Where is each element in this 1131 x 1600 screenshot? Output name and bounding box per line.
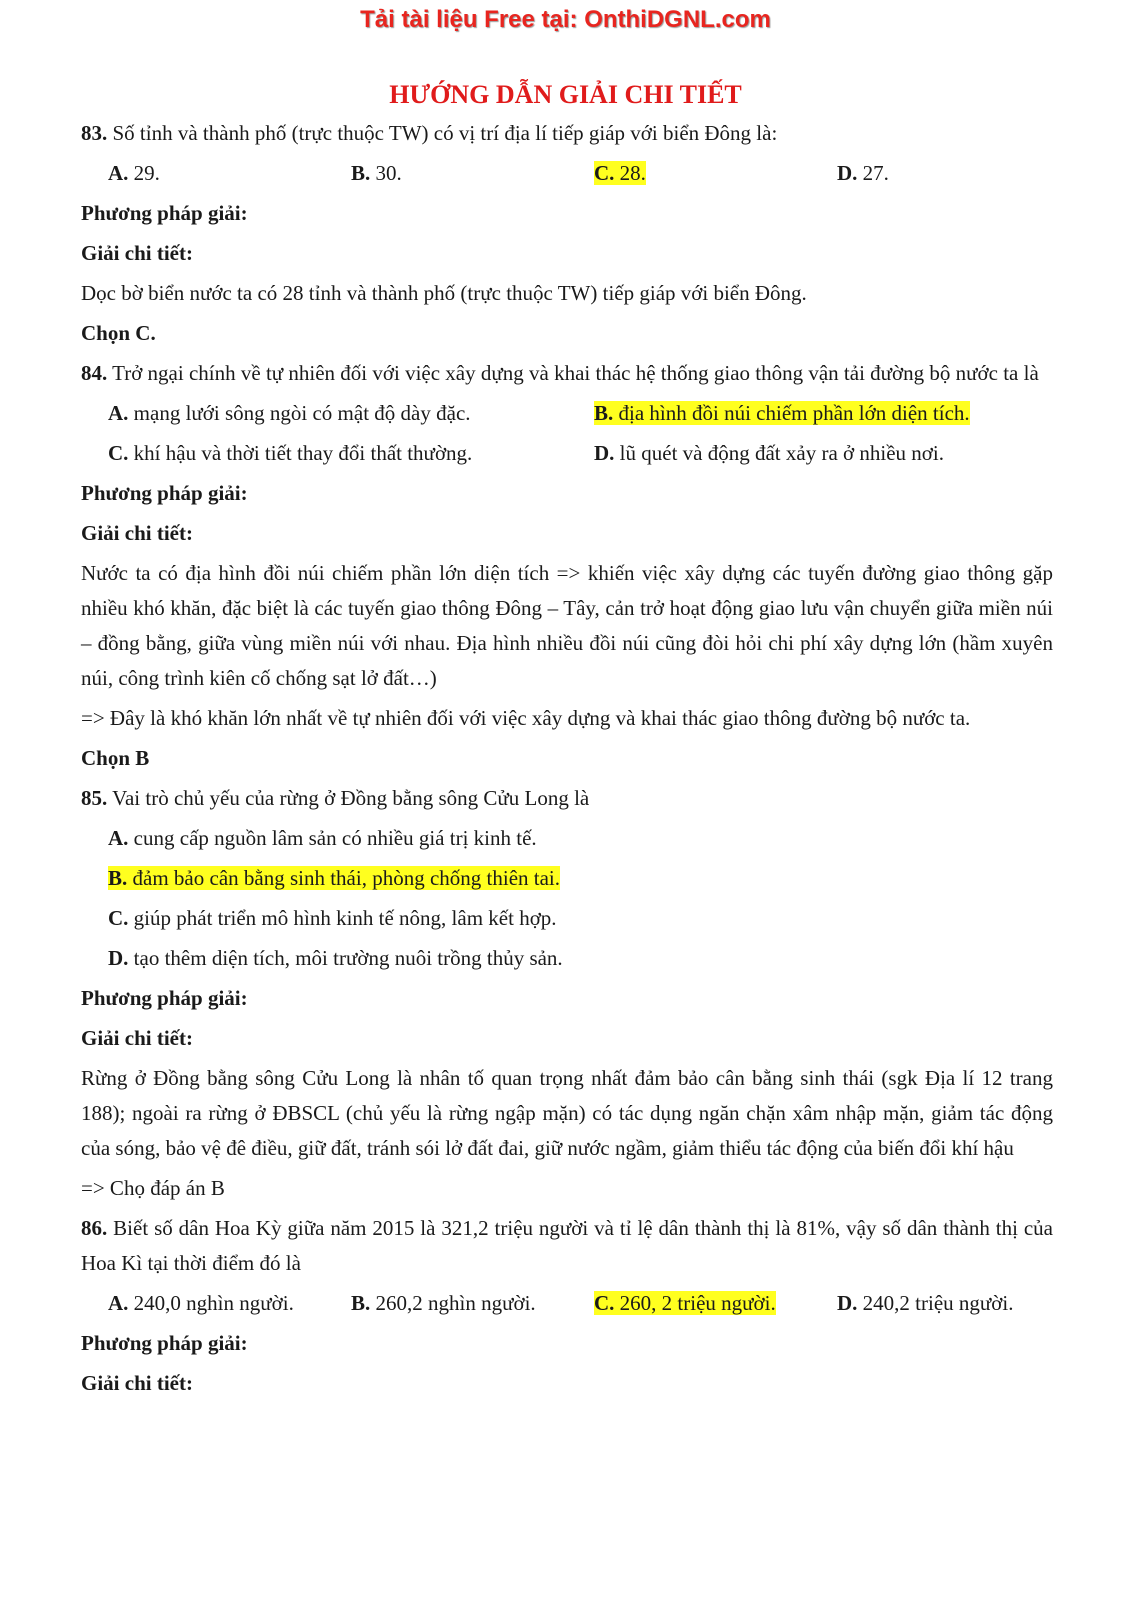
option-a: A. cung cấp nguồn lâm sản có nhiều giá trị kinh tế. [108,826,537,850]
document-body [81,116,1053,1406]
option-c-correct: C. 260, 2 triệu người. [594,1291,776,1315]
question-83 [81,116,1053,151]
options-84-row1 [81,396,1053,431]
option-c: C. giúp phát triển mô hình kinh tế nông, lâm kết hợp. [108,906,557,930]
question-text: Biết số dân Hoa Kỳ giữa năm 2015 là 321,2 triệu người và tỉ lệ dân thành thị là 81%, vậy số dân thành thị của Hoa Kì tại thời điểm đó là [81,1216,1053,1275]
option-c-correct: C. 28. [594,161,646,185]
method-label: Phương pháp giải: [81,201,248,225]
conclusion: => Đây là khó khăn lớn nhất về tự nhiên đối với việc xây dựng và khai thác giao thông đường bộ nước ta. [81,706,971,730]
option-d: D. tạo thêm diện tích, môi trường nuôi trồng thủy sản. [108,946,563,970]
question-text: Trở ngại chính về tự nhiên đối với việc xây dựng và khai thác hệ thống giao thông vận tải đường bộ nước ta là [107,361,1039,385]
method-label: Phương pháp giải: [81,986,248,1010]
question-number: 86. [81,1216,108,1240]
method-label: Phương pháp giải: [81,1331,248,1355]
option-c: C. khí hậu và thời tiết thay đổi thất thường. [108,441,473,465]
detail-label: Giải chi tiết: [81,521,193,545]
page-title: HƯỚNG DẪN GIẢI CHI TIẾT [389,80,742,109]
option-d: D. 240,2 triệu người. [837,1291,1014,1315]
options-83 [81,156,1053,191]
option-d: D. 27. [837,161,889,185]
answer: Chọn B [81,746,150,770]
option-b-correct: B. địa hình đồi núi chiếm phần lớn diện tích. [594,401,970,425]
option-b-correct: B. đảm bảo cân bằng sinh thái, phòng chống thiên tai. [108,866,561,890]
explanation: Rừng ở Đồng bằng sông Cửu Long là nhân tố quan trọng nhất đảm bảo cân bằng sinh thái (sgk Địa lí 12 trang 188); ngoài ra rừng ở ĐBSCL (chủ yếu là rừng ngập mặn) có tác dụng ngăn chặn xâm nhập mặn, giảm tác động của sóng, bảo vệ đê điều, giữ đất, tránh sói lở đất đai, giữ nước ngầm, giảm thiểu tác động của biến đổi khí hậu [81,1066,1053,1160]
method-label: Phương pháp giải: [81,481,248,505]
option-a: A. 29. [108,161,160,185]
option-b: B. 30. [351,161,402,185]
question-text: Vai trò chủ yếu của rừng ở Đồng bằng sông Cửu Long là [107,786,590,810]
question-number: 83. [81,121,108,145]
detail-label: Giải chi tiết: [81,1371,193,1395]
question-number: 84. [81,361,108,385]
question-85 [81,781,1053,816]
question-86 [81,1211,1053,1281]
option-b: B. 260,2 nghìn người. [351,1291,536,1315]
question-84 [81,356,1053,391]
options-86 [81,1286,1053,1321]
options-84-row2 [81,436,1053,471]
option-d: D. lũ quét và động đất xảy ra ở nhiều nơi. [594,441,944,465]
conclusion: => Chọ đáp án B [81,1176,225,1200]
download-banner[interactable]: Tải tài liệu Free tại: OnthiDGNL.com [360,6,771,33]
detail-label: Giải chi tiết: [81,241,193,265]
explanation: Dọc bờ biển nước ta có 28 tỉnh và thành phố (trực thuộc TW) tiếp giáp với biển Đông. [81,281,807,305]
option-a: A. 240,0 nghìn người. [108,1291,294,1315]
detail-label: Giải chi tiết: [81,1026,193,1050]
option-a: A. mạng lưới sông ngòi có mật độ dày đặc. [108,401,471,425]
explanation: Nước ta có địa hình đồi núi chiếm phần lớn diện tích => khiến việc xây dựng các tuyến đường giao thông gặp nhiều khó khăn, đặc biệt là các tuyến giao thông Đông – Tây, cản trở hoạt động giao lưu vận chuyển giữa miền núi – đồng bằng, giữa vùng miền núi với nhau. Địa hình nhiều đồi núi cũng đòi hỏi chi phí xây dựng lớn (hầm xuyên núi, công trình kiên cố chống sạt lở đất…) [81,561,1053,690]
question-number: 85. [81,786,108,810]
question-text: Số tỉnh và thành phố (trực thuộc TW) có vị trí địa lí tiếp giáp với biển Đông là: [107,121,778,145]
answer: Chọn C. [81,321,156,345]
